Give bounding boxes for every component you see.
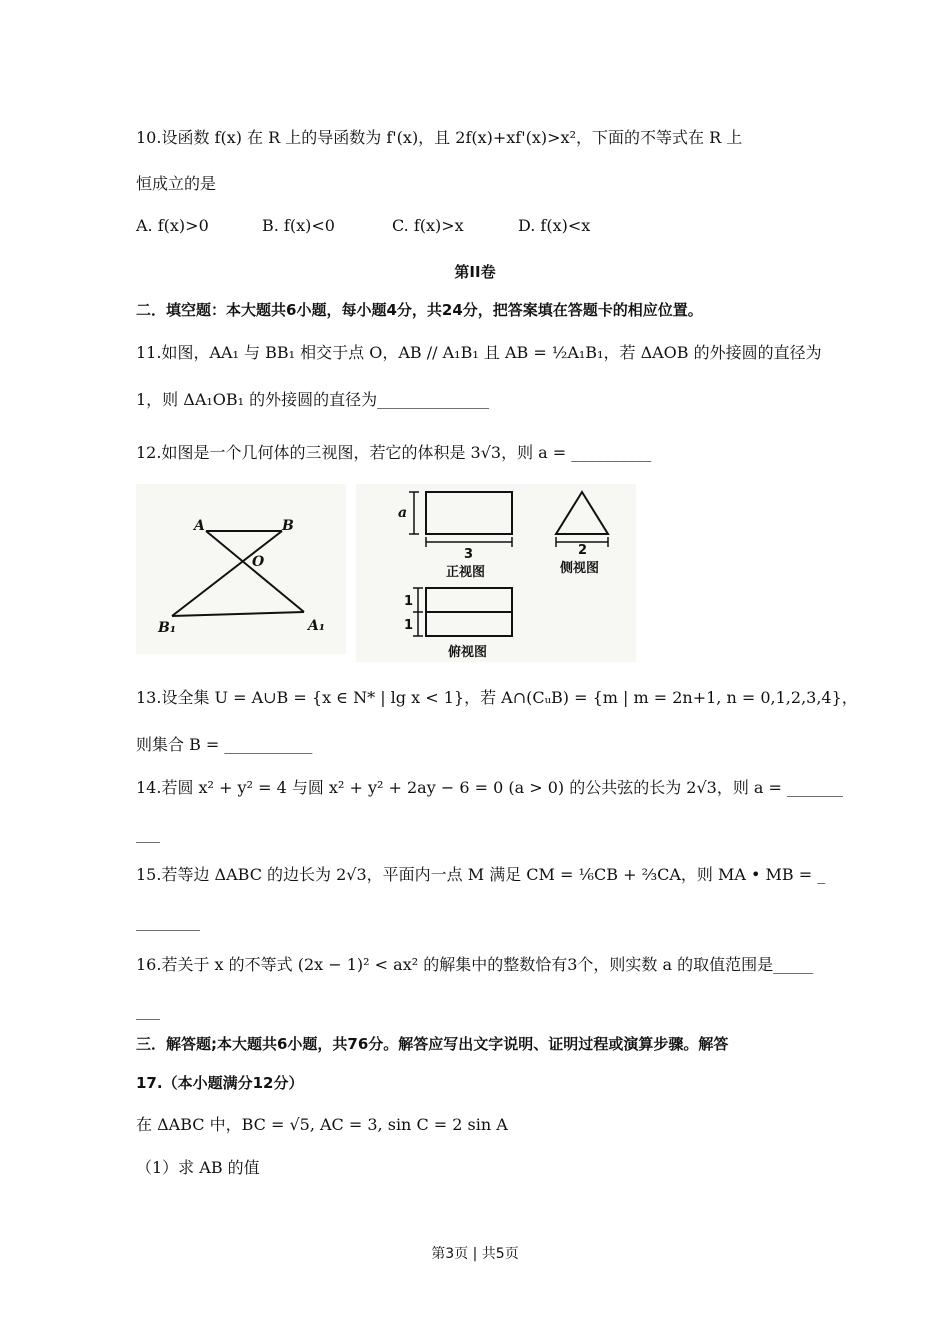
q10-option-d: D. f(x)<x <box>518 216 591 235</box>
q17-line1: 在 ΔABC 中，BC = √5, AC = 3, sin C = 2 sin A <box>136 1115 508 1134</box>
figure-three-views <box>356 484 636 662</box>
figure-crossing-triangles <box>136 484 346 654</box>
front-view-label: 正视图 <box>446 565 486 580</box>
q10-option-a: A. f(x)>0 <box>136 216 209 235</box>
q11-line1: 11.如图，AA₁ 与 BB₁ 相交于点 O，AB // A₁B₁ 且 AB = ½A₁B₁，若 ΔAOB 的外接圆的直径为 <box>136 343 822 362</box>
label-a1: A₁ <box>308 618 325 634</box>
page-footer: 第3页 | 共5页 <box>431 1246 519 1262</box>
q10-option-b: B. f(x)<0 <box>262 216 335 235</box>
q16-line1: 16.若关于 x 的不等式 (2x − 1)² < ax² 的解集中的整数恰有3个，则实数 a 的取值范围是_____ <box>136 955 814 974</box>
top-dim-lower: 1 <box>404 618 414 633</box>
q13-line2: 则集合 B = ___________ <box>136 735 313 754</box>
q15-line1: 15.若等边 ΔABC 的边长为 2√3，平面内一点 M 满足 CM = ⅙CB + ⅔CA，则 MA • MB = _ <box>136 865 826 884</box>
q17-line2: （1）求 AB 的值 <box>136 1158 260 1177</box>
q10-option-c: C. f(x)>x <box>392 216 464 235</box>
section2-heading: 二．填空题：本大题共6小题，每小题4分，共24分，把答案填在答题卡的相应位置。 <box>136 301 703 319</box>
q15-line2: ________ <box>136 912 200 931</box>
side-dim: 2 <box>578 543 588 558</box>
label-o: O <box>252 554 265 570</box>
q12-line1: 12.如图是一个几何体的三视图，若它的体积是 3√3，则 a = __________ <box>136 443 652 462</box>
top-dim-upper: 1 <box>404 594 414 609</box>
front-dim-width: 3 <box>464 547 474 562</box>
q13-line1: 13.设全集 U = A∪B = {x ∈ N* | lg x < 1}，若 A∩(CᵤB) = {m | m = 2n+1, n = 0,1,2,3,4}， <box>136 688 858 707</box>
q17-title: 17.（本小题满分12分） <box>136 1074 304 1092</box>
front-dim-a: a <box>398 505 408 521</box>
label-b1: B₁ <box>158 620 176 636</box>
side-view-label: 侧视图 <box>560 561 600 576</box>
section3-heading: 三．解答题;本大题共6小题，共76分。解答应写出文字说明、证明过程或演算步骤。解答 <box>136 1035 729 1053</box>
q11-line2: 1，则 ΔA₁OB₁ 的外接圆的直径为______________ <box>136 390 490 409</box>
q14-line2: ___ <box>136 824 160 843</box>
part2-title: 第II卷 <box>454 263 496 281</box>
label-b: B <box>282 518 294 534</box>
top-view-label: 俯视图 <box>448 645 488 660</box>
label-a: A <box>194 518 205 534</box>
q16-line2: ___ <box>136 1001 160 1020</box>
q10-line1: 10.设函数 f(x) 在 R 上的导函数为 f'(x)，且 2f(x)+xf'(x)>x²，下面的不等式在 R 上 <box>136 128 743 147</box>
q14-line1: 14.若圆 x² + y² = 4 与圆 x² + y² + 2ay − 6 = 0 (a > 0) 的公共弦的长为 2√3，则 a = _______ <box>136 778 844 797</box>
q10-line2: 恒成立的是 <box>136 174 217 193</box>
